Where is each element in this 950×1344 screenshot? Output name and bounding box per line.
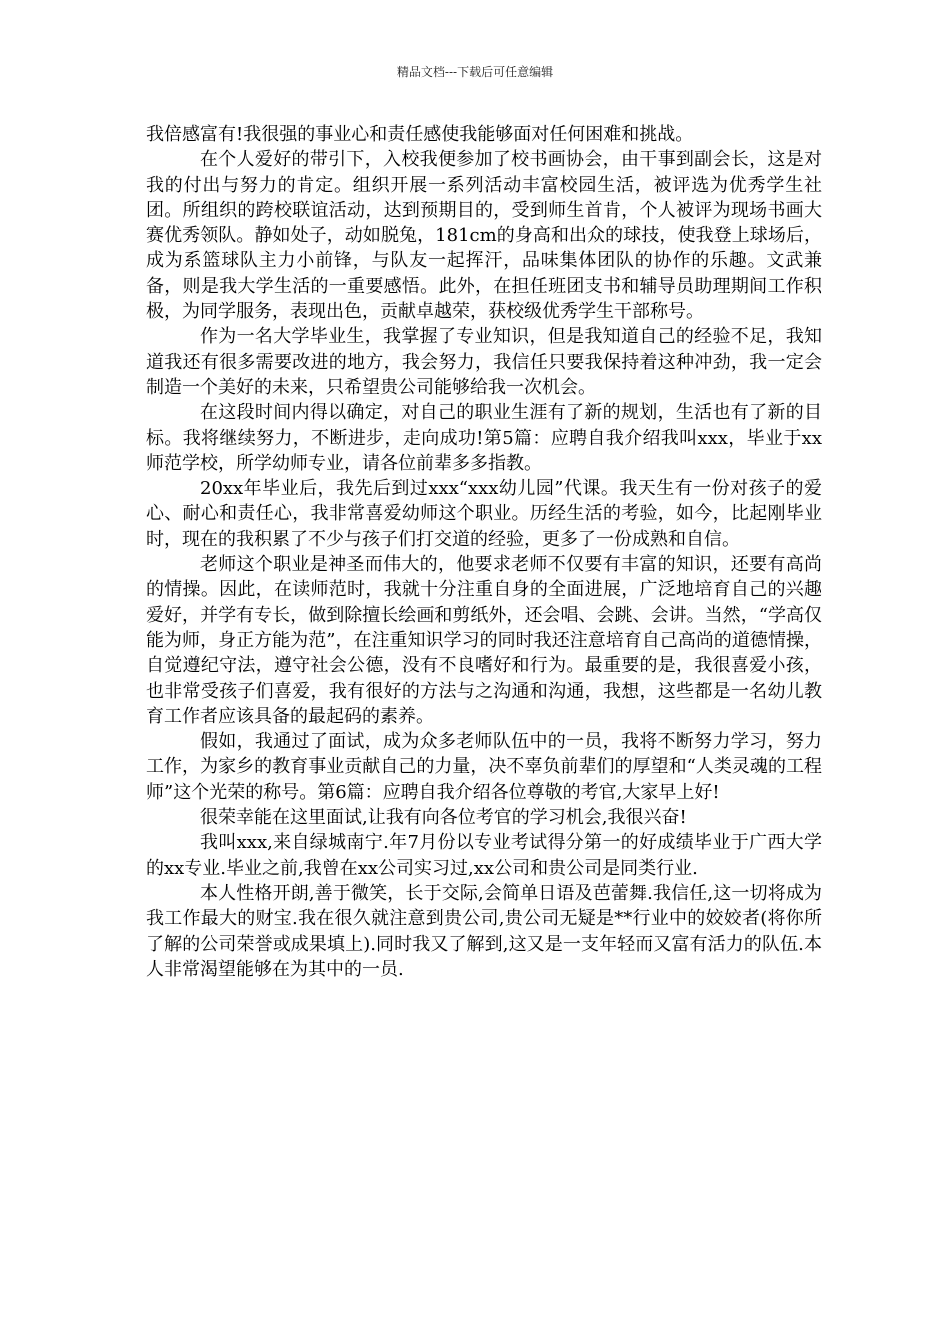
page-header: 精品文档---下载后可任意编辑 (396, 65, 554, 79)
paragraph-personality: 本人性格开朗,善于微笑，长于交际,会简单日语及芭蕾舞.我信任,这一切将成为我工作最大的财宝.我在很久就注意到贵公司,贵公司无疑是**行业中的姣姣者(将你所了解的公司荣誉或成果填上).同时我又了解到,这又是一支年轻而又富有活力的队伍.本人非常渴望能够在为其中的一员. (146, 882, 822, 980)
paragraph-continuation: 我倍感富有!我很强的事业心和责任感使我能够面对任何困难和挑战。 (146, 124, 694, 145)
paragraph-kindergarten: 20xx年毕业后，我先后到过xxx“xxx幼儿园”代课。我天生有一份对孩子的爱心、耐心和责任心，我非常喜爱幼师这个职业。历经生活的考验，如今，比起刚毕业时，现在的我积累了不少与孩子们打交道的经验，更多了一份成熟和自信。 (146, 478, 822, 550)
paragraph-career-plan: 在这段时间内得以确定，对自己的职业生涯有了新的规划，生活也有了新的目标。我将继续努力，不断进步，走向成功!第5篇：应聘自我介绍我叫xxx，毕业于xx师范学校，所学幼师专业，请各位前辈多多指教。 (146, 402, 822, 474)
paragraph-honored: 很荣幸能在这里面试,让我有向各位考官的学习机会,我很兴奋! (200, 807, 687, 829)
paragraph-hobbies: 在个人爱好的带引下，入校我便参加了校书画协会，由干事到副会长，这是对我的付出与努力的肯定。组织开展一系列活动丰富校园生活，被评选为优秀学生社团。所组织的跨校联谊活动，达到预期目的，受到师生首肯，个人被评为现场书画大赛优秀领队。静如处子，动如脱兔，181cm的身高和出众的球技，使我登上球场后，成为系篮球队主力小前锋，与队友一起挥汗，品味集体团队的协作的乐趣。文武兼备，则是我大学生活的一重要感悟。此外，在担任班团支书和辅导员助理期间工作积极，为同学服务，表现出色，贡献卓越荣，获校级优秀学生干部称号。 (146, 149, 822, 323)
paragraph-interview: 假如，我通过了面试，成为众多老师队伍中的一员，我将不断努力学习，努力工作，为家乡的教育事业贡献自己的力量，决不辜负前辈们的厚望和“人类灵魂的工程师”这个光荣的称号。第6篇：应聘自我介绍各位尊敬的考官,大家早上好! (146, 731, 822, 803)
paragraph-graduate: 作为一名大学毕业生，我掌握了专业知识，但是我知道自己的经验不足，我知道我还有很多需要改进的地方，我会努力，我信任只要我保持着这种冲劲，我一定会制造一个美好的未来，只希望贵公司能够给我一次机会。 (146, 326, 822, 398)
paragraph-introduction: 我叫xxx,来自绿城南宁.年7月份以专业考试得分第一的好成绩毕业于广西大学的xx专业.毕业之前,我曾在xx公司实习过,xx公司和贵公司是同类行业. (146, 832, 822, 879)
document-body (146, 122, 822, 982)
paragraph-teacher: 老师这个职业是神圣而伟大的，他要求老师不仅要有丰富的知识，还要有高尚的情操。因此，在读师范时，我就十分注重自身的全面进展，广泛地培育自己的兴趣爱好，并学有专长，做到除擅长绘画和剪纸外，还会唱、会跳、会讲。当然，“学高仅能为师，身正方能为范”，在注重知识学习的同时我还注意培育自己高尚的道德情操，自觉遵纪守法，遵守社会公德，没有不良嗜好和行为。最重要的是，我很喜爱小孩，也非常受孩子们喜爱，我有很好的方法与之沟通和沟通，我想，这些都是一名幼儿教育工作者应该具备的最起码的素养。 (146, 554, 822, 727)
